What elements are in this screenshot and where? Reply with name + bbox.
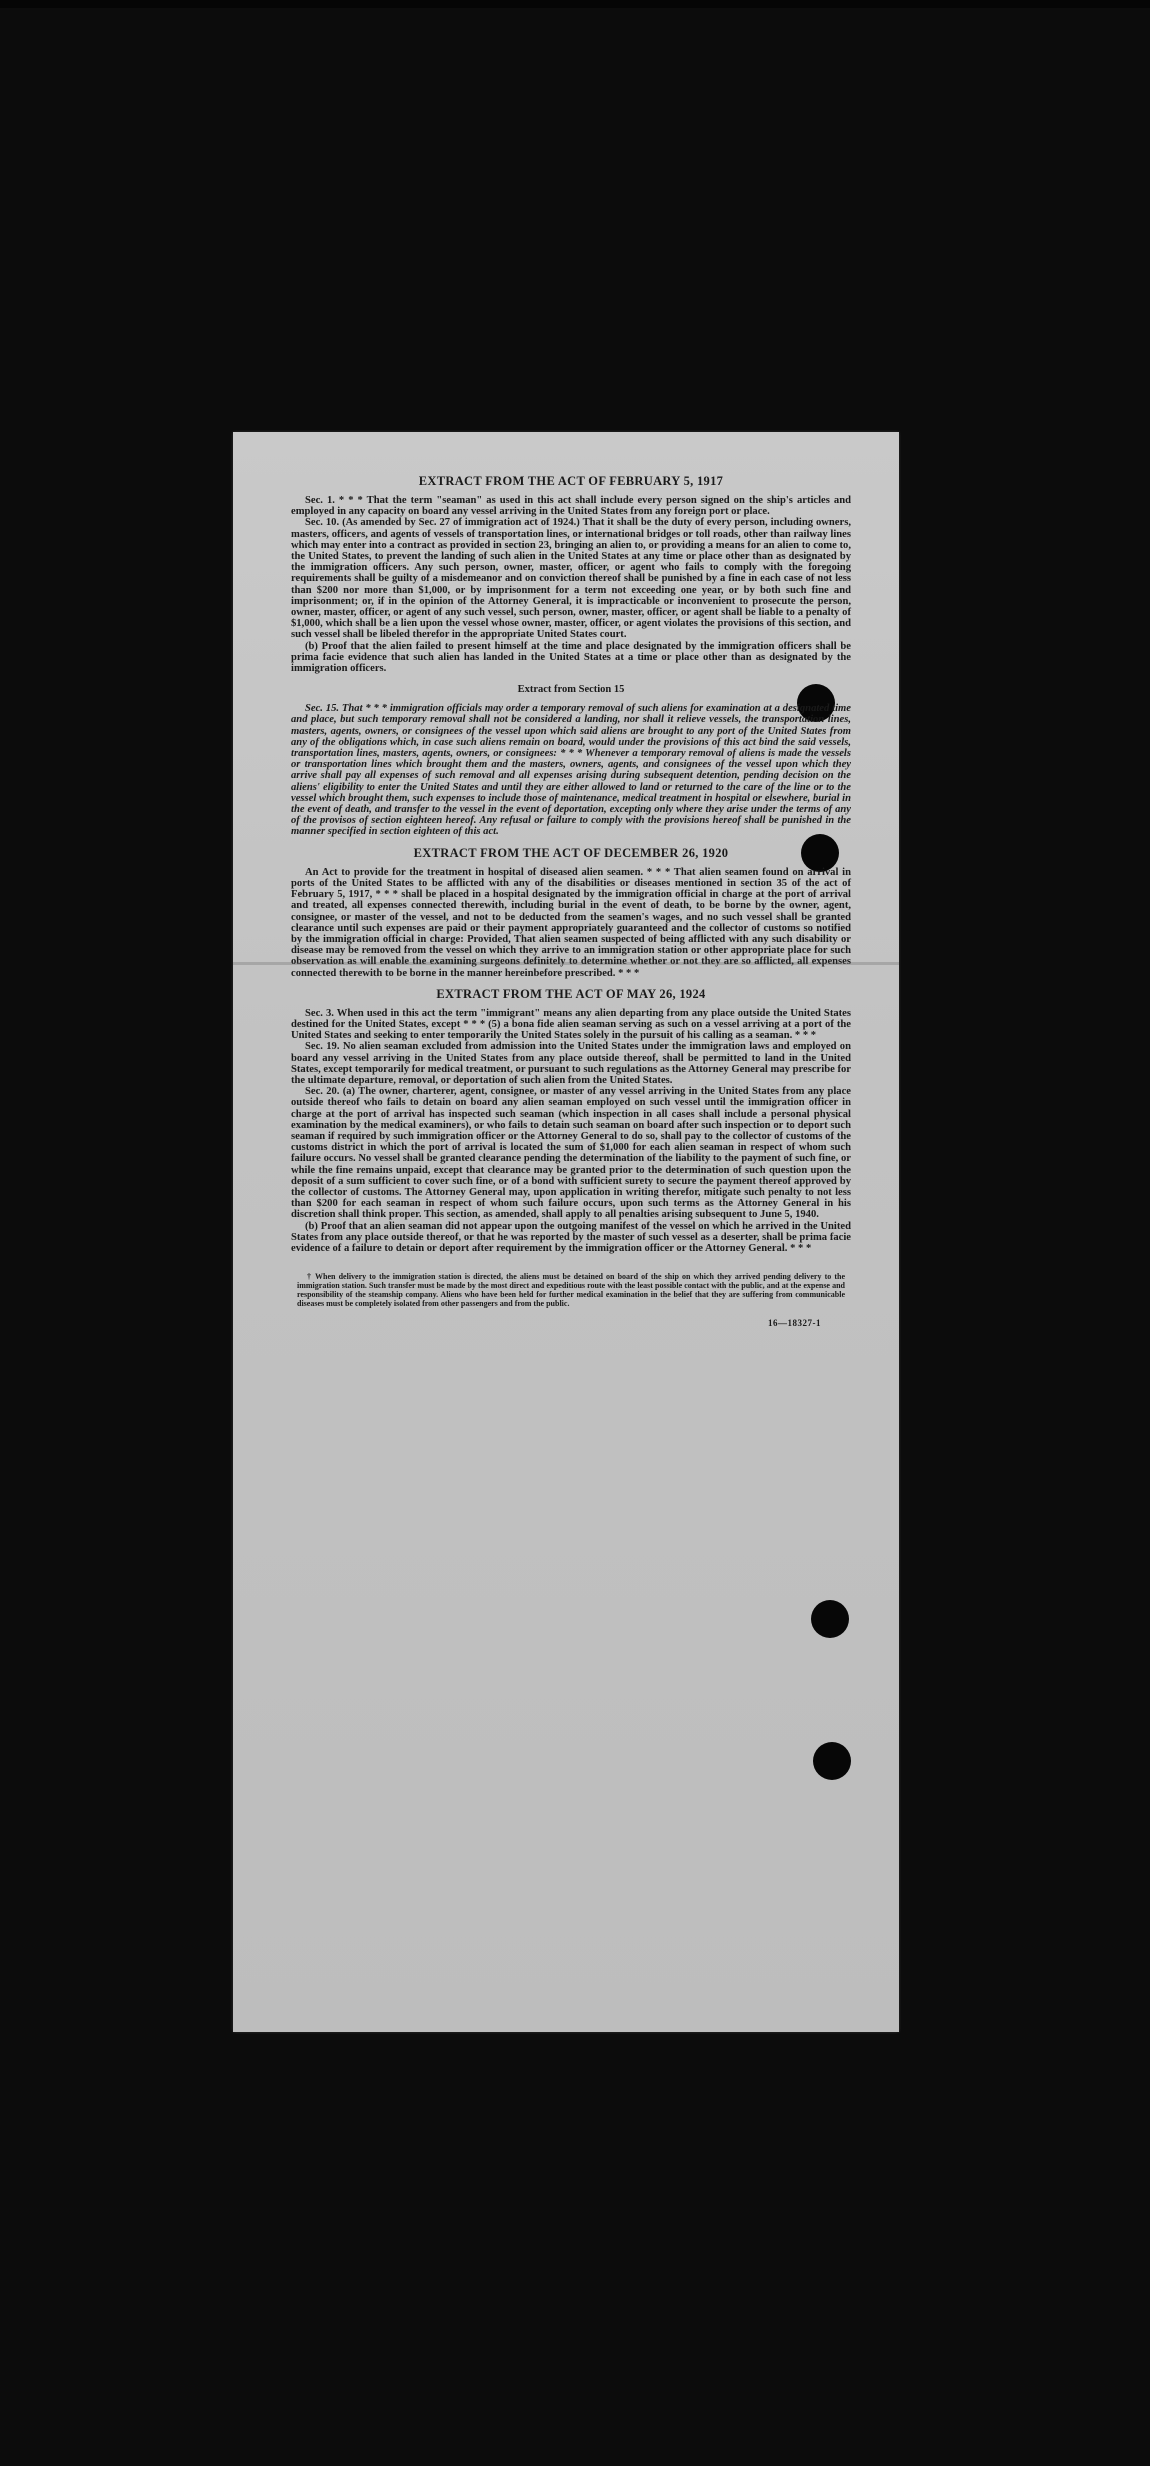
paragraph-sec-20a: Sec. 20. (a) The owner, charterer, agent, consignee, or master of any vessel arriving in the United States from any place outside thereof who fails to detain on board any alien seaman employed on such vessel until the immigration officer in charge at the port of arrival has inspected such seaman (which inspection in all cases shall include a personal physical examination by the medical examiners), or who fails to detain such seaman on board after such inspection or to deport such seaman if required by such immigration officer or the Attorney General to do so, shall pay to the collector of customs of the customs district in which the port of arrival is located the sum of $1,000 for each alien seaman in respect of whom such failure occurs. No vessel shall be granted clearance pending the determination of the liability to the payment of such fine, or while the fine remains unpaid, except that clearance may be granted prior to the determination of such question upon the deposit of a sum sufficient to cover such fine, or of a bond with sufficient surety to secure the payment thereof approved by the collector of customs. The Attorney General may, upon application in writing therefor, mitigate such penalty to not less than $200 for each seaman in respect of whom such failure occurs, upon such terms as the Attorney General in his discretion shall think proper. This section, as amended, shall apply to all penalties arising subsequent to June 5, 1940. [291, 1086, 851, 1221]
paragraph-act-1920: An Act to provide for the treatment in hospital of diseased alien seamen. * * * That alien seamen found on arrival in ports of the United States to be afflicted with any of the disabilities or diseases mentioned in section 35 of the act of February 5, 1917, * * * shall be placed in a hospital designated by the immigration official in charge at the port of arrival and treated, all expenses connected therewith, including burial in the event of death, to be borne by the owner, agent, consignee, or master of the vessel, and not to be deducted from the seamen's wages, and no such vessel shall be granted clearance until such expenses are paid or their payment appropriately guaranteed and the collector of customs so notified by the immigration official in charge: Provided, That alien seamen suspected of being afflicted with any such disability or disease may be removed from the vessel on which they arrive to an immigration station or other appropriate place for such observation as will enable the examining surgeons definitely to determine whether or not they are so afflicted, all expenses connected therewith to be borne in the manner hereinbefore prescribed. * * * [291, 866, 851, 979]
paragraph-sec-19: Sec. 19. No alien seaman excluded from admission into the United States under the immigration laws and employed on board any vessel arriving in the United States from any place outside thereof, shall be permitted to land in the United States, except temporarily for medical treatment, or pursuant to such regulations as the Attorney General may prescribe for the ultimate departure, removal, or deportation of such alien from the United States. [291, 1041, 851, 1086]
paragraph-sec-10: Sec. 10. (As amended by Sec. 27 of immigration act of 1924.) That it shall be the duty of every person, including owners, masters, officers, and agents of vessels of transportation lines, or international bridges or toll roads, other than railway lines which may enter into a contract as provided in section 23, bringing an alien to, or providing a means for an alien to come to, the United States, to prevent the landing of such alien in the United States at any time or place other than as designated by the immigration officers. Any such person, owner, master, officer, or agent who fails to comply with the foregoing requirements shall be guilty of a misdemeanor and on conviction thereof shall be punished by a fine in each case of not less than $200 nor more than $1,000, or by imprisonment for a term not exceeding one year, or by both such fine and imprisonment; or, if in the opinion of the Attorney General, it is impracticable or inconvenient to prosecute the person, owner, master, officer, or agent of any such vessel, such person, owner, master, officer, or agent shall be liable to a penalty of $1,000, which shall be a lien upon the vessel whose owner, master, officer, or agent violates the provisions of this section, and such vessel shall be libeled therefor in the appropriate United States court. [291, 517, 851, 641]
section-heading-1924: EXTRACT FROM THE ACT OF MAY 26, 1924 [436, 986, 706, 1001]
punch-hole-3 [811, 1600, 849, 1638]
document-page [233, 432, 899, 2032]
document-content [291, 470, 851, 1328]
film-edge [0, 0, 1150, 8]
section-heading-section-15: Extract from Section 15 [517, 684, 625, 696]
section-heading-1917: EXTRACT FROM THE ACT OF FEBRUARY 5, 1917 [418, 474, 724, 488]
section-heading-1920: EXTRACT FROM THE ACT OF DECEMBER 26, 1920 [413, 845, 729, 860]
punch-hole-4 [813, 1742, 851, 1780]
paragraph-sec-20b: (b) Proof that an alien seaman did not appear upon the outgoing manifest of the vessel on which he arrived in the United States from any place outside thereof, or that he was reported by the master of such vessel as a deserter, shall be prima facie evidence of a failure to detain or deport after requirement by the immigration officer or the Attorney General. * * * [291, 1220, 851, 1254]
paragraph-sec-10b: (b) Proof that the alien failed to present himself at the time and place designated by the immigration officers shall be prima facie evidence that such alien has landed in the United States at a time or place other than as designated by the immigration officers. [291, 640, 851, 675]
paragraph-sec-1: Sec. 1. * * * That the term "seaman" as used in this act shall include every person signed on the ship's articles and employed in any capacity on board any vessel arriving in the United States from any foreign port or place. [291, 495, 851, 518]
form-number: 16—18327-1 [768, 1318, 821, 1329]
footnote: † When delivery to the immigration station is directed, the aliens must be detained on board of the ship on which they arrived pending delivery to the immigration station. Such transfer must be made by the most direct and expeditious route with the least possible contact with the public, and at the expense and responsibility of the steamship company. Aliens who have been held for further medical examination in the belief that they are suffering from communicable diseases must be completely isolated from other passengers and from the public. [297, 1272, 845, 1309]
paragraph-sec-3: Sec. 3. When used in this act the term "immigrant" means any alien departing from any place outside the United States destined for the United States, except * * * (5) a bona fide alien seaman serving as such on a vessel arriving at a port of the United States and seeking to enter temporarily the United States solely in the pursuit of his calling as a seaman. * * * [291, 1007, 851, 1042]
paragraph-sec-15: Sec. 15. That * * * immigration officials may order a temporary removal of such aliens for examination at a designated time and place, but such temporary removal shall not be considered a landing, nor shall it relieve vessels, the transportation lines, masters, agents, owners, or consignees of the vessel upon which said aliens are brought to any port of the United States from any of the obligations which, in case such aliens remain on board, would under the provisions of this act bind the said vessels, transportation lines, masters, agents, owners, or consignees: * * * Whenever a temporary removal of aliens is made the vessels or transportation lines which brought them and the masters, owners, agents, and consignees of the vessel upon which they arrive shall pay all expenses of such removal and all expenses arising during subsequent detention, pending decision on the aliens' eligibility to enter the United States and until they are either allowed to land or returned to the care of the line or to the vessel which brought them, such expenses to include those of maintenance, medical treatment in hospital or elsewhere, burial in the event of death, and transfer to the vessel in the event of deportation, excepting only where they arise under the terms of any of the provisos of section eighteen hereof. Any refusal or failure to comply with the provisions hereof shall be punished in the manner specified in section eighteen of this act. [291, 703, 851, 838]
